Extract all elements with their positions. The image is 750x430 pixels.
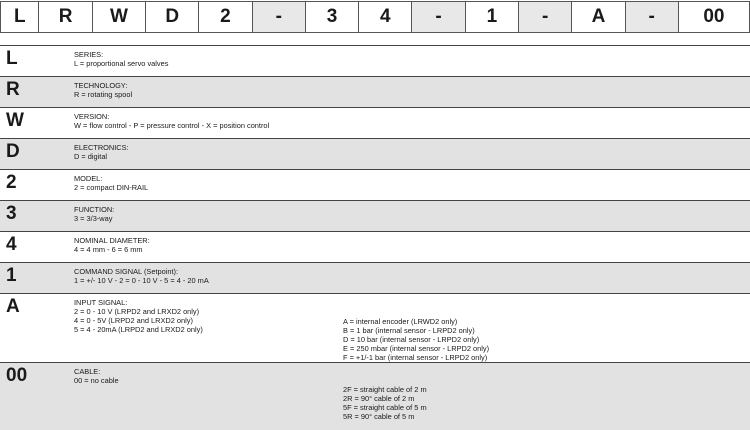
row-option: 5 = 4 - 20mA (LRPD2 and LRXD2 only)	[74, 325, 203, 334]
row-option: D = digital	[74, 152, 108, 161]
row-description	[74, 112, 269, 130]
table-row-electronics	[0, 139, 750, 170]
code-cell-model: 2	[199, 1, 252, 33]
row-description	[74, 205, 114, 223]
row-description	[74, 174, 148, 192]
row-option: 1 = +/- 10 V - 2 = 0 - 10 V - 5 = 4 - 20 mA	[74, 276, 209, 285]
row-description	[74, 298, 203, 334]
row-title: VERSION:	[74, 112, 110, 121]
row-description	[74, 236, 150, 254]
code-cell-function: 3	[306, 1, 359, 33]
code-cell-command-signal: 1	[466, 1, 519, 33]
row-option: 5R = 90° cable of 5 m	[343, 412, 415, 421]
row-code: W	[6, 110, 24, 131]
row-options-right	[343, 317, 489, 362]
table-row-function	[0, 201, 750, 232]
code-cell-separator: -	[519, 1, 572, 33]
row-option: 00 = no cable	[74, 376, 119, 385]
row-option: D = 10 bar (internal sensor - LRPD2 only)	[343, 335, 480, 344]
row-code: 2	[6, 172, 17, 193]
row-code: D	[6, 141, 20, 162]
code-cell-separator: -	[626, 1, 679, 33]
row-title: SERIES:	[74, 50, 104, 59]
row-option: A = internal encoder (LRWD2 only)	[343, 317, 458, 326]
row-title: MODEL:	[74, 174, 103, 183]
row-description	[74, 81, 132, 99]
row-description	[74, 50, 168, 68]
row-option: 4 = 4 mm - 6 = 6 mm	[74, 245, 143, 254]
row-option: B = 1 bar (internal sensor - LRPD2 only)	[343, 326, 475, 335]
row-option: 4 = 0 - 5V (LRPD2 and LRXD2 only)	[74, 316, 193, 325]
row-option: W = flow control - P = pressure control - X = position control	[74, 121, 270, 130]
row-option: R = rotating spool	[74, 90, 133, 99]
code-cell-series: L	[0, 1, 39, 33]
code-cell-separator: -	[412, 1, 465, 33]
code-cell-input-signal: A	[572, 1, 625, 33]
row-title: INPUT SIGNAL:	[74, 298, 128, 307]
row-option: E = 250 mbar (internal sensor - LRPD2 only)	[343, 344, 490, 353]
row-option: 2R = 90° cable of 2 m	[343, 394, 415, 403]
row-option: 3 = 3/3-way	[74, 214, 113, 223]
row-options-right	[343, 385, 427, 421]
table-row-version	[0, 108, 750, 139]
row-description	[74, 267, 209, 285]
table-row-cable	[0, 363, 750, 430]
row-option: L = proportional servo valves	[74, 59, 169, 68]
row-code: R	[6, 79, 20, 100]
row-description	[74, 367, 119, 385]
table-row-series	[0, 46, 750, 77]
row-title: TECHNOLOGY:	[74, 81, 128, 90]
row-option: 2F = straight cable of 2 m	[343, 385, 427, 394]
code-cell-version: W	[93, 1, 146, 33]
row-option: 2 = compact DIN-RAIL	[74, 183, 149, 192]
row-code: A	[6, 296, 20, 317]
row-code: L	[6, 48, 18, 69]
row-code: 4	[6, 234, 17, 255]
code-cell-separator: -	[253, 1, 306, 33]
code-cell-electronics: D	[146, 1, 199, 33]
model-code-bar	[0, 0, 750, 34]
table-row-input-signal	[0, 294, 750, 363]
row-title: CABLE:	[74, 367, 101, 376]
table-row-technology	[0, 77, 750, 108]
row-option: 2 = 0 - 10 V (LRPD2 and LRXD2 only)	[74, 307, 200, 316]
row-description	[74, 143, 129, 161]
row-code: 00	[6, 365, 28, 386]
code-cell-technology: R	[39, 1, 92, 33]
row-code: 3	[6, 203, 17, 224]
row-title: ELECTRONICS:	[74, 143, 129, 152]
row-title: FUNCTION:	[74, 205, 115, 214]
row-option: F = +1/-1 bar (internal sensor - LRPD2 only)	[343, 353, 488, 362]
code-cell-nominal-diameter: 4	[359, 1, 412, 33]
row-title: NOMINAL DIAMETER:	[74, 236, 150, 245]
table-row-model	[0, 170, 750, 201]
row-option: 5F = straight cable of 5 m	[343, 403, 427, 412]
row-code: 1	[6, 265, 17, 286]
table-row-command-signal	[0, 263, 750, 294]
ordering-code-table	[0, 45, 750, 430]
row-title: COMMAND SIGNAL (Setpoint):	[74, 267, 179, 276]
code-cell-cable: 00	[679, 1, 750, 33]
table-row-nominal-diameter	[0, 232, 750, 263]
